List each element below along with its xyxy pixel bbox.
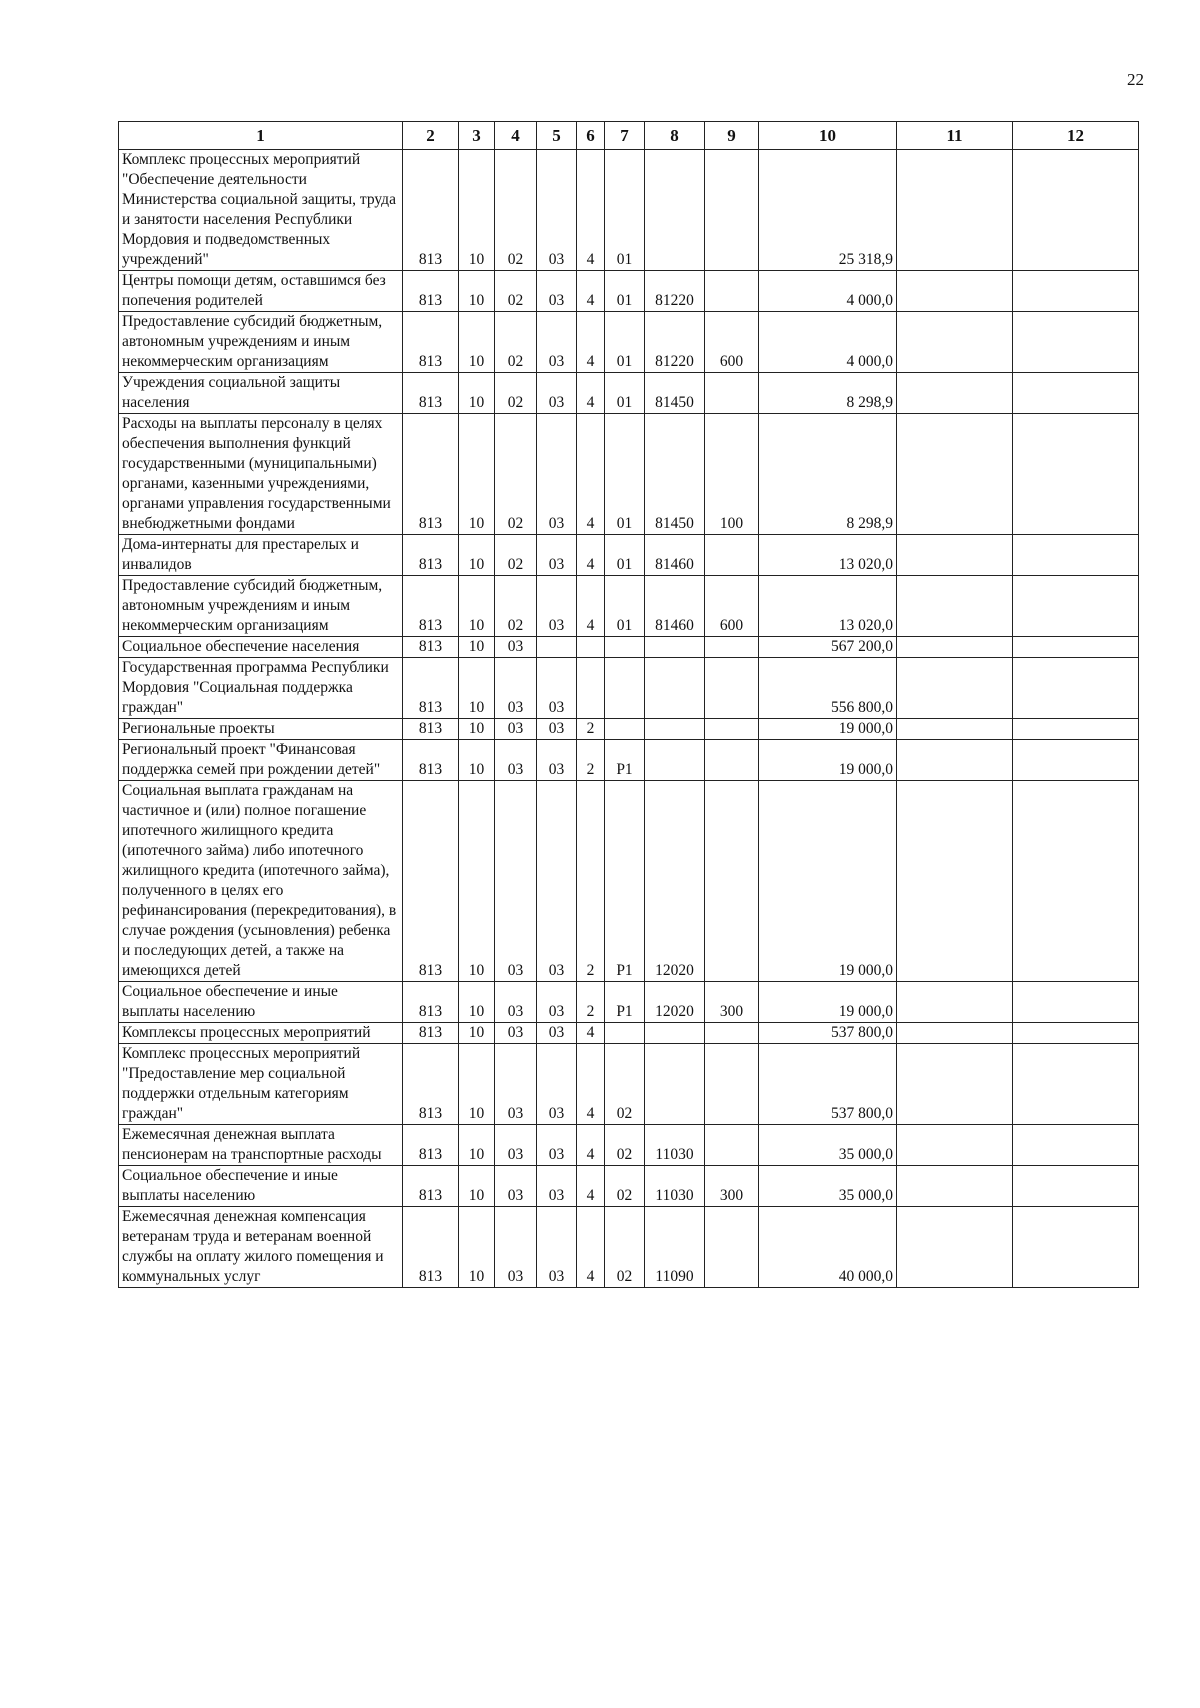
code-expense-type: 600 <box>705 576 759 637</box>
column-header: 7 <box>605 122 645 150</box>
code-section: 10 <box>459 312 495 373</box>
cell-col11 <box>897 1207 1013 1288</box>
cell-col12 <box>1013 637 1139 658</box>
table-row <box>119 373 1139 414</box>
code-expense-type <box>705 658 759 719</box>
row-amount: 40 000,0 <box>759 1207 897 1288</box>
cell-col11 <box>897 781 1013 982</box>
cell-col11 <box>897 1125 1013 1166</box>
code-type: 2 <box>577 740 605 781</box>
code-direction <box>645 740 705 781</box>
code-direction: 12020 <box>645 982 705 1023</box>
table-row <box>119 535 1139 576</box>
cell-col12 <box>1013 781 1139 982</box>
code-section: 10 <box>459 1166 495 1207</box>
code-section: 10 <box>459 373 495 414</box>
column-header: 5 <box>537 122 577 150</box>
code-expense-type <box>705 637 759 658</box>
cell-col12 <box>1013 271 1139 312</box>
code-structural: 02 <box>605 1125 645 1166</box>
code-structural <box>605 1023 645 1044</box>
row-name: Дома-интернаты для престарелых и инвалидов <box>119 535 403 576</box>
code-subsection: 03 <box>495 781 537 982</box>
row-amount: 8 298,9 <box>759 414 897 535</box>
code-expense-type <box>705 1125 759 1166</box>
code-section: 10 <box>459 1023 495 1044</box>
cell-col12 <box>1013 740 1139 781</box>
row-amount: 537 800,0 <box>759 1023 897 1044</box>
row-name: Расходы на выплаты персоналу в целях обеспечения выполнения функций государственными (муниципальными) органами, казенными учреждениями, органами управления государственными внебюджетными фондами <box>119 414 403 535</box>
code-program: 03 <box>537 576 577 637</box>
table-body <box>119 150 1139 1288</box>
code-section: 10 <box>459 150 495 271</box>
cell-col12 <box>1013 576 1139 637</box>
code-subsection: 03 <box>495 719 537 740</box>
code-subsection: 03 <box>495 1125 537 1166</box>
code-structural: 02 <box>605 1044 645 1125</box>
code-expense-type <box>705 373 759 414</box>
cell-col11 <box>897 740 1013 781</box>
code-direction: 81460 <box>645 576 705 637</box>
code-expense-type: 300 <box>705 982 759 1023</box>
column-header: 9 <box>705 122 759 150</box>
code-structural: 01 <box>605 150 645 271</box>
cell-col12 <box>1013 414 1139 535</box>
table-row <box>119 1166 1139 1207</box>
code-subsection: 03 <box>495 1166 537 1207</box>
code-ministry: 813 <box>403 576 459 637</box>
table-row <box>119 150 1139 271</box>
code-direction: 81220 <box>645 312 705 373</box>
row-name: Государственная программа Республики Мордовия "Социальная поддержка граждан" <box>119 658 403 719</box>
code-type: 2 <box>577 982 605 1023</box>
code-ministry: 813 <box>403 150 459 271</box>
code-expense-type <box>705 1044 759 1125</box>
row-name: Социальное обеспечение и иные выплаты населению <box>119 1166 403 1207</box>
table-row <box>119 1207 1139 1288</box>
code-structural: P1 <box>605 982 645 1023</box>
code-expense-type <box>705 535 759 576</box>
row-amount: 35 000,0 <box>759 1166 897 1207</box>
cell-col12 <box>1013 535 1139 576</box>
code-program: 03 <box>537 150 577 271</box>
code-ministry: 813 <box>403 1207 459 1288</box>
row-amount: 19 000,0 <box>759 982 897 1023</box>
code-structural: P1 <box>605 740 645 781</box>
code-subsection: 02 <box>495 271 537 312</box>
row-name: Ежемесячная денежная компенсация ветеранам труда и ветеранам военной службы на оплату жилого помещения и коммунальных услуг <box>119 1207 403 1288</box>
code-type: 4 <box>577 271 605 312</box>
cell-col11 <box>897 576 1013 637</box>
code-ministry: 813 <box>403 1166 459 1207</box>
code-program <box>537 637 577 658</box>
code-section: 10 <box>459 740 495 781</box>
code-program: 03 <box>537 373 577 414</box>
code-structural <box>605 637 645 658</box>
code-ministry: 813 <box>403 373 459 414</box>
table-row <box>119 1023 1139 1044</box>
code-type: 4 <box>577 576 605 637</box>
code-direction: 11090 <box>645 1207 705 1288</box>
cell-col11 <box>897 658 1013 719</box>
code-program: 03 <box>537 535 577 576</box>
table-row <box>119 414 1139 535</box>
code-type: 2 <box>577 719 605 740</box>
code-direction: 81450 <box>645 373 705 414</box>
code-type: 4 <box>577 1207 605 1288</box>
row-amount: 19 000,0 <box>759 781 897 982</box>
code-type: 4 <box>577 373 605 414</box>
code-expense-type: 300 <box>705 1166 759 1207</box>
code-ministry: 813 <box>403 658 459 719</box>
code-structural: 01 <box>605 535 645 576</box>
code-expense-type <box>705 719 759 740</box>
column-header: 3 <box>459 122 495 150</box>
table-row <box>119 1125 1139 1166</box>
code-section: 10 <box>459 1207 495 1288</box>
code-direction: 11030 <box>645 1125 705 1166</box>
cell-col12 <box>1013 658 1139 719</box>
code-section: 10 <box>459 414 495 535</box>
table-row <box>119 576 1139 637</box>
code-type: 2 <box>577 781 605 982</box>
row-name: Региональные проекты <box>119 719 403 740</box>
column-header: 11 <box>897 122 1013 150</box>
code-subsection: 03 <box>495 637 537 658</box>
code-direction <box>645 150 705 271</box>
code-program: 03 <box>537 414 577 535</box>
code-program: 03 <box>537 1166 577 1207</box>
cell-col11 <box>897 1023 1013 1044</box>
code-subsection: 03 <box>495 740 537 781</box>
code-subsection: 03 <box>495 658 537 719</box>
code-expense-type <box>705 1207 759 1288</box>
row-name: Социальное обеспечение и иные выплаты населению <box>119 982 403 1023</box>
code-ministry: 813 <box>403 1125 459 1166</box>
code-structural: 02 <box>605 1166 645 1207</box>
table-row <box>119 781 1139 982</box>
cell-col11 <box>897 414 1013 535</box>
page-number: 22 <box>1127 70 1144 89</box>
column-header: 2 <box>403 122 459 150</box>
cell-col12 <box>1013 1044 1139 1125</box>
cell-col12 <box>1013 982 1139 1023</box>
column-header: 10 <box>759 122 897 150</box>
code-structural: P1 <box>605 781 645 982</box>
code-expense-type <box>705 1023 759 1044</box>
row-amount: 4 000,0 <box>759 312 897 373</box>
code-program: 03 <box>537 719 577 740</box>
row-name: Социальное обеспечение населения <box>119 637 403 658</box>
row-amount: 19 000,0 <box>759 719 897 740</box>
row-amount: 13 020,0 <box>759 535 897 576</box>
row-name: Комплексы процессных мероприятий <box>119 1023 403 1044</box>
code-structural: 02 <box>605 1207 645 1288</box>
code-expense-type <box>705 781 759 982</box>
code-direction: 81450 <box>645 414 705 535</box>
code-ministry: 813 <box>403 271 459 312</box>
code-subsection: 03 <box>495 1023 537 1044</box>
table-row <box>119 1044 1139 1125</box>
code-subsection: 02 <box>495 373 537 414</box>
code-type: 4 <box>577 1125 605 1166</box>
code-type <box>577 637 605 658</box>
row-amount: 556 800,0 <box>759 658 897 719</box>
code-section: 10 <box>459 781 495 982</box>
column-header: 4 <box>495 122 537 150</box>
code-subsection: 03 <box>495 1207 537 1288</box>
cell-col12 <box>1013 1125 1139 1166</box>
cell-col12 <box>1013 1207 1139 1288</box>
code-section: 10 <box>459 1044 495 1125</box>
cell-col11 <box>897 312 1013 373</box>
row-amount: 4 000,0 <box>759 271 897 312</box>
code-subsection: 03 <box>495 982 537 1023</box>
table-row <box>119 271 1139 312</box>
code-program: 03 <box>537 982 577 1023</box>
cell-col11 <box>897 373 1013 414</box>
code-ministry: 813 <box>403 781 459 982</box>
code-type: 4 <box>577 312 605 373</box>
cell-col11 <box>897 1044 1013 1125</box>
code-subsection: 02 <box>495 312 537 373</box>
column-header: 8 <box>645 122 705 150</box>
code-subsection: 02 <box>495 414 537 535</box>
code-expense-type <box>705 740 759 781</box>
code-direction <box>645 658 705 719</box>
code-structural: 01 <box>605 576 645 637</box>
code-section: 10 <box>459 637 495 658</box>
code-direction: 81460 <box>645 535 705 576</box>
code-program: 03 <box>537 271 577 312</box>
budget-table <box>118 121 1139 1288</box>
code-type <box>577 658 605 719</box>
row-amount: 35 000,0 <box>759 1125 897 1166</box>
code-direction <box>645 637 705 658</box>
code-program: 03 <box>537 740 577 781</box>
code-ministry: 813 <box>403 1044 459 1125</box>
table-row <box>119 982 1139 1023</box>
code-section: 10 <box>459 982 495 1023</box>
code-subsection: 02 <box>495 150 537 271</box>
code-type: 4 <box>577 414 605 535</box>
row-amount: 13 020,0 <box>759 576 897 637</box>
code-ministry: 813 <box>403 637 459 658</box>
row-name: Комплекс процессных мероприятий "Обеспечение деятельности Министерства социальной защиты, труда и занятости населения Республики Мордовия и подведомственных учреждений" <box>119 150 403 271</box>
code-program: 03 <box>537 1125 577 1166</box>
code-section: 10 <box>459 658 495 719</box>
row-name: Социальная выплата гражданам на частичное и (или) полное погашение ипотечного жилищного кредита (ипотечного займа) либо ипотечного жилищного кредита (ипотечного займа), полученного в целях его рефинансирования (перекредитования), в случае рождения (усыновления) ребенка и последующих детей, а также на имеющихся детей <box>119 781 403 982</box>
code-ministry: 813 <box>403 1023 459 1044</box>
code-ministry: 813 <box>403 535 459 576</box>
cell-col11 <box>897 271 1013 312</box>
cell-col12 <box>1013 719 1139 740</box>
code-type: 4 <box>577 1044 605 1125</box>
code-direction <box>645 1044 705 1125</box>
code-direction: 12020 <box>645 781 705 982</box>
code-subsection: 02 <box>495 576 537 637</box>
code-subsection: 02 <box>495 535 537 576</box>
cell-col11 <box>897 719 1013 740</box>
code-expense-type <box>705 150 759 271</box>
code-ministry: 813 <box>403 982 459 1023</box>
cell-col12 <box>1013 1023 1139 1044</box>
code-ministry: 813 <box>403 312 459 373</box>
code-structural: 01 <box>605 271 645 312</box>
code-ministry: 813 <box>403 719 459 740</box>
table-row <box>119 658 1139 719</box>
code-direction: 11030 <box>645 1166 705 1207</box>
cell-col11 <box>897 637 1013 658</box>
cell-col12 <box>1013 150 1139 271</box>
code-program: 03 <box>537 1044 577 1125</box>
row-amount: 25 318,9 <box>759 150 897 271</box>
code-direction: 81220 <box>645 271 705 312</box>
table-row <box>119 637 1139 658</box>
row-name: Учреждения социальной защиты населения <box>119 373 403 414</box>
row-amount: 567 200,0 <box>759 637 897 658</box>
column-header: 1 <box>119 122 403 150</box>
table-row <box>119 312 1139 373</box>
code-structural: 01 <box>605 312 645 373</box>
code-type: 4 <box>577 1166 605 1207</box>
code-expense-type <box>705 271 759 312</box>
column-header: 6 <box>577 122 605 150</box>
code-program: 03 <box>537 1207 577 1288</box>
code-structural: 01 <box>605 373 645 414</box>
header-row <box>119 122 1139 150</box>
code-direction <box>645 719 705 740</box>
row-name: Предоставление субсидий бюджетным, автономным учреждениям и иным некоммерческим организациям <box>119 312 403 373</box>
code-section: 10 <box>459 576 495 637</box>
code-ministry: 813 <box>403 740 459 781</box>
code-ministry: 813 <box>403 414 459 535</box>
row-amount: 19 000,0 <box>759 740 897 781</box>
cell-col12 <box>1013 373 1139 414</box>
code-section: 10 <box>459 719 495 740</box>
code-structural <box>605 658 645 719</box>
column-header: 12 <box>1013 122 1139 150</box>
code-type: 4 <box>577 150 605 271</box>
table-row <box>119 719 1139 740</box>
row-name: Комплекс процессных мероприятий "Предоставление мер социальной поддержки отдельным категориям граждан" <box>119 1044 403 1125</box>
cell-col11 <box>897 150 1013 271</box>
row-amount: 537 800,0 <box>759 1044 897 1125</box>
row-name: Ежемесячная денежная выплата пенсионерам на транспортные расходы <box>119 1125 403 1166</box>
code-section: 10 <box>459 271 495 312</box>
code-expense-type: 100 <box>705 414 759 535</box>
code-type: 4 <box>577 535 605 576</box>
table-row <box>119 740 1139 781</box>
row-amount: 8 298,9 <box>759 373 897 414</box>
row-name: Центры помощи детям, оставшимся без попечения родителей <box>119 271 403 312</box>
code-program: 03 <box>537 1023 577 1044</box>
code-subsection: 03 <box>495 1044 537 1125</box>
code-program: 03 <box>537 312 577 373</box>
code-program: 03 <box>537 781 577 982</box>
code-section: 10 <box>459 1125 495 1166</box>
code-expense-type: 600 <box>705 312 759 373</box>
code-structural: 01 <box>605 414 645 535</box>
cell-col11 <box>897 535 1013 576</box>
cell-col12 <box>1013 1166 1139 1207</box>
cell-col11 <box>897 982 1013 1023</box>
cell-col11 <box>897 1166 1013 1207</box>
code-type: 4 <box>577 1023 605 1044</box>
code-program: 03 <box>537 658 577 719</box>
cell-col12 <box>1013 312 1139 373</box>
code-section: 10 <box>459 535 495 576</box>
code-direction <box>645 1023 705 1044</box>
code-structural <box>605 719 645 740</box>
row-name: Региональный проект "Финансовая поддержка семей при рождении детей" <box>119 740 403 781</box>
row-name: Предоставление субсидий бюджетным, автономным учреждениям и иным некоммерческим организациям <box>119 576 403 637</box>
